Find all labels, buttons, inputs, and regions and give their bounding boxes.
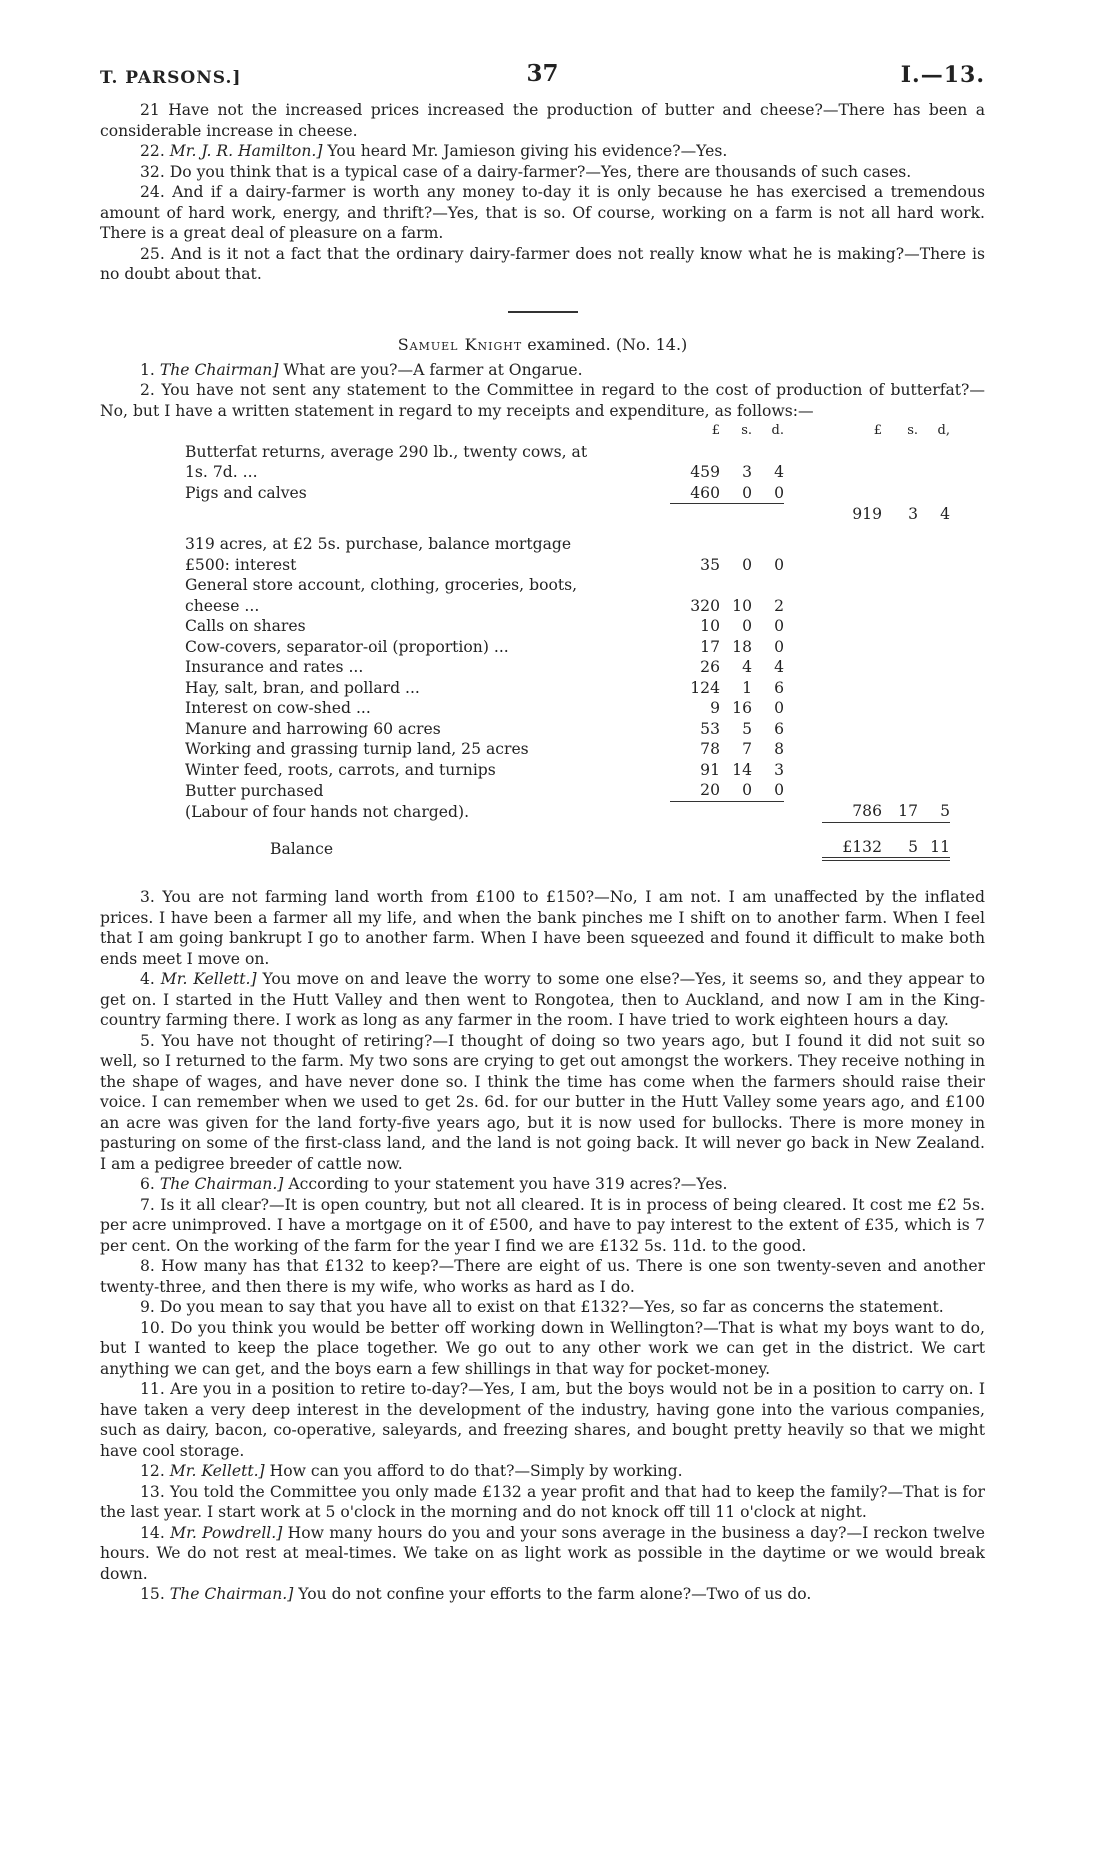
table-row: Working and grassing turnip land, 25 acres 78 7 8 [185,740,784,758]
table-row [185,524,950,534]
question-answer: 1. The Chairman] What are you?—A farmer at Ongarue. [140,360,583,379]
opening-evidence [100,100,985,285]
question-answer: 5. You have not thought of retiring?—I thought of doing so two years ago, but I found it did not suit so well, so I returned to the farm. My two sons are crying to get out amongst the workers. They receive nothing in the shape of wages, and have never done so. I think the time has come when the farmers should raise their voice. I can remember when we used to get 2s. 6d. for our butter in the Hutt Valley some years ago, and £100 an acre was given for the land forty-five years ago, but it is now used for bullocks. There is more money in pasturing on some of the first-class land, and the land is not going back. It will never go back in New Zealand. I am a pedigree breeder of cattle now. [100,1031,985,1173]
table-row: 319 acres, at £2 5s. purchase, balance mortgage [185,535,572,553]
questioner: Mr. Kellett.] [160,970,257,988]
question-answer: 10. Do you think you would be better off working down in Wellington?—That is what my boys want to do, but I wanted to keep the place together. We go out to any other work we can get in the district. We cart anything we can get, and the boys earn a few shillings in that way for pocket-money. [100,1318,985,1378]
witness-heading: Samuel Knight examined. (No. 14.) [397,334,688,354]
question-answer: 8. How many has that £132 to keep?—There are eight of us. There is one son twenty-seven and another twenty-three, and then there is my wife, who works as hard as I do. [100,1257,985,1296]
question-answer: 3. You are not farming land worth from £100 to £150?—No, I am not. I am unaffected by the inflated prices. I have been a farmer all my life, and when the bank pinches me I shift on to another farm. When I feel that I am going bankrupt I go to another farm. When I have been squeezed and found it difficult to make both ends meet I move on. [100,888,985,968]
table-row: 1s. 7d. ... 459 3 4 [185,463,784,481]
table-row: Butterfat returns, average 290 lb., twenty cows, at [185,442,588,461]
table-row: Pigs and calves 460 0 0 [185,483,784,502]
question-answer: 25. And is it not a fact that the ordinary dairy-farmer does not really know what he is making?—There is no doubt about that. [100,244,985,283]
question-answer: 9. Do you mean to say that you have all to exist on that £132?—Yes, so far as concerns the statement. [140,1298,944,1316]
expenses-total-row: (Labour of four hands not charged). 786 17 5 [185,802,950,821]
document-reference: I.—13. [900,62,985,88]
page-number: 37 [526,60,559,87]
table-row: £500: interest 35 0 0 [185,555,784,574]
receipts-total-row: 919 3 4 [185,504,950,525]
section-divider [508,311,578,313]
question-answer: 2. You have not sent any statement to the Committee in regard to the cost of production of butterfat?—No, but I have a written statement in regard to my receipts and expenditure, as follows:— [100,381,985,420]
table-row: Insurance and rates ... 26 4 4 [185,658,784,676]
table-row: Butter purchased 20 0 0 [185,781,784,800]
question-answer: 11. Are you in a position to retire to-day?—Yes, I am, but the boys would not be in a position to carry on. I have taken a very deep interest in the development of the industry, having gone into the various companies, such as dairy, bacon, co-operative, saleyards, and freezing shares, and bought pretty heavily so that we might have cool storage. [100,1380,985,1460]
question-answer: 7. Is it all clear?—It is open country, but not all cleared. It is in process of being cleared. It cost me £2 5s. per acre unimproved. I have a mortgage on it of £500, and have to pay interest to the extent of £35, which is 7 per cent. On the working of the farm for the year I find we are £132 5s. 11d. to the good. [100,1195,985,1255]
question-answer: 21 Have not the increased prices increased the production of butter and cheese?—There has been a considerable increase in cheese. [100,101,985,140]
page-header [100,60,985,96]
table-row: Manure and harrowing 60 acres 53 5 6 [185,719,784,738]
questioner: Mr. Powdrell.] [170,1523,283,1542]
question-answer: 24. And if a dairy-farmer is worth any money to-day it is only because he has exercised a tremendous amount of hard work, energy, and thrift?—Yes, that is so. Of course, working on a farm is not all hard work. There is a great deal of pleasure on a farm. [100,183,985,242]
balance-row: Balance £132 5 11 [185,822,950,859]
main-evidence [100,887,985,1605]
questioner: The Chairman] [159,360,279,379]
intro-evidence [100,360,985,422]
questioner: The Chairman.] [159,1175,284,1193]
table-row: Winter feed, roots, carrots, and turnips 91 14 3 [185,760,784,779]
table-row: Calls on shares 10 0 0 [185,617,784,635]
question-answer: 22. Mr. J. R. Hamilton.] You heard Mr. Jamieson giving his evidence?—Yes. [140,142,728,160]
document-page [100,60,985,1605]
currency-header-row: £ s. d. £ s. d, [711,423,950,438]
question-answer: 13. You told the Committee you only made £132 a year profit and that had to keep the family?—That is for the last year. I start work at 5 o'clock in the morning and do not knock off till 11 o'clock at night. [100,1482,985,1521]
question-answer: 4. Mr. Kellett.] You move on and leave the worry to some one else?—Yes, it seems so, and they appear to get on. I started in the Hutt Valley and then went to Rongotea, then to Auckland, and now I am in the King-country farming there. I work as long as any farmer in the room. I have tried to work eighteen hours a day. [100,970,985,1029]
table-row: cheese ... 320 10 2 [185,596,784,615]
question-answer: 15. The Chairman.] You do not confine your efforts to the farm alone?—Two of us do. [140,1585,812,1603]
table-row: Cow-covers, separator-oil (proportion) ... 17 18 0 [185,637,784,656]
receipts-expenditure-table [185,421,950,861]
questioner: Mr. J. R. Hamilton.] [169,142,323,160]
question-answer: 12. Mr. Kellett.] How can you afford to do that?—Simply by working. [140,1462,683,1480]
witness-name-header: T. PARSONS.] [100,68,242,88]
questioner: Mr. Kellett.] [169,1462,265,1480]
questioner: The Chairman.] [169,1585,294,1603]
table-row: General store account, clothing, groceries, boots, [185,576,578,594]
question-answer: 14. Mr. Powdrell.] How many hours do you and your sons average in the business a day?—I reckon twelve hours. We do not rest at meal-times. We take on as light work as possible in the daytime or we would break down. [100,1523,985,1583]
table-row: Hay, salt, bran, and pollard ... 124 1 6 [185,678,784,697]
table-row: Interest on cow-shed ... 9 16 0 [185,699,784,717]
question-answer: 32. Do you think that is a typical case of a dairy-farmer?—Yes, there are thousands of such cases. [140,162,912,181]
question-answer: 6. The Chairman.] According to your statement you have 319 acres?—Yes. [140,1175,728,1193]
